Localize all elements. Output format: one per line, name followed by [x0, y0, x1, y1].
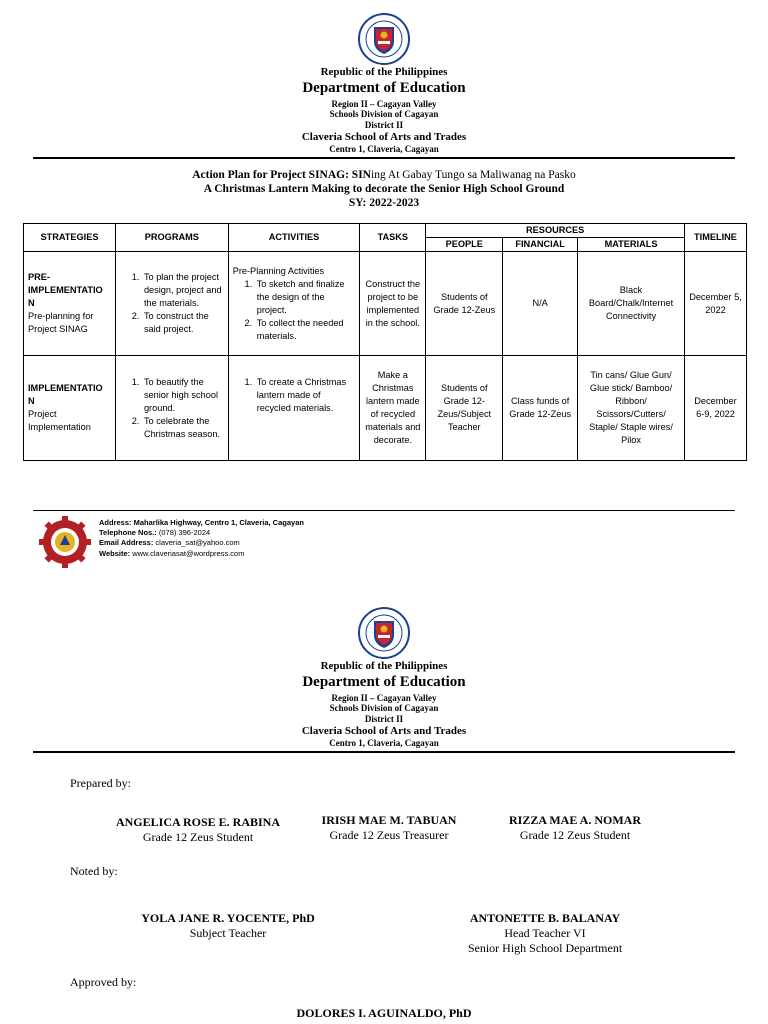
signatory-name: ANGELICA ROSE E. RABINA [115, 815, 281, 829]
school-gear-logo-icon [38, 515, 92, 569]
deped-seal-icon [358, 607, 410, 659]
district-text: District II [364, 120, 404, 130]
people-cell: Students of Grade 12-Zeus [426, 252, 503, 356]
school-location: Centro 1, Claveria, Cagayan [329, 738, 439, 748]
header-divider [33, 157, 735, 159]
table-row [24, 252, 747, 356]
list-item: 2. To construct the said project. [142, 310, 224, 336]
header-activities: ACTIVITIES [228, 224, 360, 252]
signatory-block [435, 911, 655, 956]
signatory-name: DOLORES I. AGUINALDO, PhD [296, 1006, 472, 1020]
activities-cell [228, 356, 360, 461]
header-people: PEOPLE [426, 238, 503, 252]
list-item: 1. To sketch and finalize the design of the project. [255, 278, 356, 317]
school-name: Claveria School of Arts and Trades [301, 725, 467, 737]
department-title: Department of Education [302, 674, 466, 690]
strategy-title: IMPLEMENTATIO N [28, 383, 103, 406]
signatory-block [118, 911, 338, 941]
tasks-cell: Construct the project to be implemented in the school. [360, 252, 426, 356]
list-item: 1. To beautify the senior high school ground. [142, 376, 224, 415]
footer-email: Email Address: claveria_sat@yahoo.com [99, 538, 240, 548]
plan-title-line1 [0, 168, 768, 182]
header-timeline: TIMELINE [684, 224, 746, 252]
prepared-label: Prepared by: [70, 776, 131, 790]
region-text: Region II – Cagayan Valley [331, 99, 437, 109]
header-resources: RESOURCES [426, 224, 685, 238]
tasks-cell: Make a Christmas lantern made of recycled materials and decorate. [360, 356, 426, 461]
header-divider [33, 751, 735, 753]
people-cell: Students of Grade 12-Zeus/Subject Teacher [426, 356, 503, 461]
footer-divider [33, 510, 735, 511]
signatory-block [274, 1006, 494, 1021]
school-location: Centro 1, Claveria, Cagayan [329, 144, 439, 154]
activities-intro: Pre-Planning Activities [232, 265, 325, 276]
table-row [24, 356, 747, 461]
division-text: Schools Division of Cagayan [329, 109, 439, 119]
header-strategies: STRATEGIES [24, 224, 116, 252]
programs-cell [115, 356, 228, 461]
strategy-desc: Pre-planning for Project SINAG [28, 311, 94, 334]
list-item: 1. To plan the project design, project and the materials. [142, 271, 224, 310]
signatory-block [289, 813, 489, 843]
list-item: 1. To create a Christmas lantern made of recycled materials. [255, 376, 356, 415]
financial-cell: N/A [503, 252, 578, 356]
plan-title-bold: Action Plan for Project SINAG: SIN [192, 169, 371, 181]
district-text: District II [364, 714, 404, 724]
list-item: 2. To collect the needed materials. [255, 317, 356, 343]
division-text: Schools Division of Cagayan [329, 703, 439, 713]
signatory-role: Grade 12 Zeus Treasurer [329, 828, 449, 842]
strategy-cell [24, 252, 116, 356]
header-tasks: TASKS [360, 224, 426, 252]
header-programs: PROGRAMS [115, 224, 228, 252]
plan-school-year: SY: 2022-2023 [348, 197, 420, 209]
deped-seal-icon [358, 13, 410, 65]
signatory-name: ANTONETTE B. BALANAY [469, 911, 621, 925]
timeline-cell: December 6-9, 2022 [684, 356, 746, 461]
signatory-block [98, 815, 298, 845]
strategy-desc: Project Implementation [28, 409, 91, 432]
materials-cell: Tin cans/ Glue Gun/ Glue stick/ Bamboo/ Ribbon/ Scissors/Cutters/ Staple/ Staple wires/ Pilox [578, 356, 685, 461]
republic-text: Republic of the Philippines [320, 66, 448, 78]
signatory-name: YOLA JANE R. YOCENTE, PhD [141, 911, 315, 925]
plan-subtitle: A Christmas Lantern Making to decorate the Senior High School Ground [203, 183, 565, 195]
signatory-name: RIZZA MAE A. NOMAR [508, 813, 641, 827]
region-text: Region II – Cagayan Valley [331, 693, 437, 703]
strategy-title: PRE-IMPLEMENTATIO N [28, 272, 103, 308]
programs-cell [115, 252, 228, 356]
header-materials: MATERIALS [578, 238, 685, 252]
financial-cell: Class funds of Grade 12-Zeus [503, 356, 578, 461]
plan-title-rest: ing At Gabay Tungo sa Maliwanag na Pasko [371, 169, 576, 181]
school-name: Claveria School of Arts and Trades [301, 131, 467, 143]
republic-text: Republic of the Philippines [320, 660, 448, 672]
footer-website[interactable]: Website: www.claveriasat@wordpress.com [99, 548, 245, 558]
signatory-role: Head Teacher VI [504, 926, 586, 940]
timeline-cell: December 5, 2022 [684, 252, 746, 356]
department-title: Department of Education [302, 80, 466, 96]
list-item: 2. To celebrate the Christmas season. [142, 415, 224, 441]
signatory-role: Grade 12 Zeus Student [142, 830, 254, 844]
signatory-role: Grade 12 Zeus Student [519, 828, 631, 842]
signatory-name: IRISH MAE M. TABUAN [321, 813, 457, 827]
footer-phone: Telephone Nos.: (078) 396-2024 [99, 528, 211, 538]
materials-cell: Black Board/Chalk/Internet Connectivity [578, 252, 685, 356]
noted-label: Noted by: [70, 864, 118, 878]
activities-cell [228, 252, 360, 356]
signatory-role: Subject Teacher [189, 926, 267, 940]
strategy-cell [24, 356, 116, 461]
footer-contact [99, 518, 304, 559]
footer-address: Address: Maharlika Highway, Centro 1, Claveria, Cagayan [99, 518, 304, 527]
signatory-department: Senior High School Department [467, 941, 623, 955]
header-financial: FINANCIAL [503, 238, 578, 252]
action-plan-table [23, 223, 747, 461]
signatory-block [475, 813, 675, 843]
approved-label: Approved by: [70, 975, 137, 989]
